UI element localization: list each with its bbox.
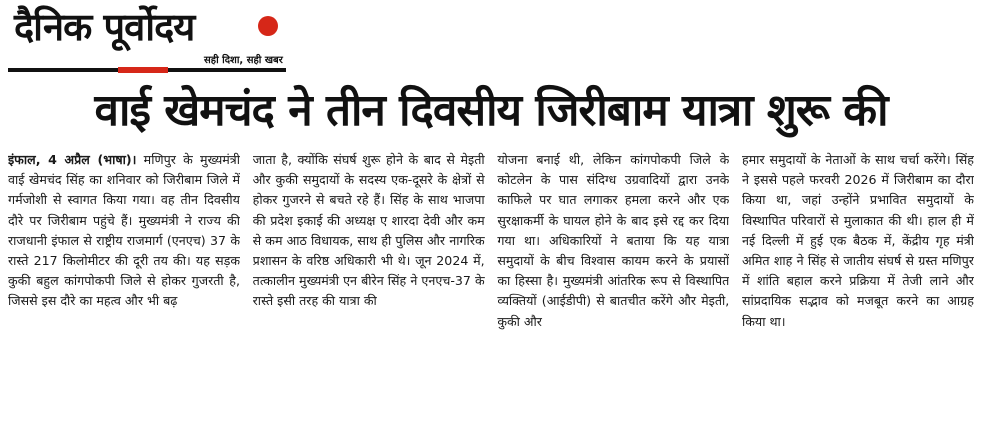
article-paragraph-1 (8, 150, 240, 312)
masthead (8, 4, 286, 68)
column-text-4: हमार समुदायों के नेताओं के साथ चर्चा करेंगे। सिंह ने इससे पहले फरवरी 2026 में जिरीबाम का दौरा किया था, जहां उन्होंने प्रभावित समुदायों के विस्थापित परिवारों से मुलाकात की थी। हाल ही में नई दिल्ली में हुई एक बैठक में, केंद्रीय गृह मंत्री अमित शाह ने सिंह से जातीय संघर्ष से ग्रस्त मणिपुर में शांति बहाल करने प्रक्रिया में तेजी लाने और सांप्रदायिक सद्भाव को मजबूत करने का आग्रह किया था। (741, 152, 974, 329)
newspaper-logo: दैनिक पूर्वोदय (14, 5, 195, 49)
article-headline: वाई खेमचंद ने तीन दिवसीय जिरीबाम यात्रा शुरू की (94, 85, 888, 136)
newspaper-tagline: सही दिशा, सही खबर (204, 55, 283, 66)
column-text-2: जाता है, क्योंकि संघर्ष शुरू होने के बाद से मेइती और कुकी समुदायों के सदस्य एक-दूसरे के क्षेत्रों से होकर गुजरने से बचते रहे हैं। सिंह के साथ भाजपा की प्रदेश इकाई की अध्यक्ष ए शारदा देवी और कम से कम आठ विधायक, साथ ही पुलिस और नागरिक प्रशासन के वरिष्ठ अधिकारी भी थे। जून 2024 में, तत्कालीन मुख्यमंत्री एन बीरेन सिंह ने एनएच-37 के रास्ते इसी तरह की यात्रा की (252, 152, 485, 309)
masthead-rule-accent (118, 67, 168, 73)
column-text-3: योजना बनाई थी, लेकिन कांगपोकपी जिले के कोटलेन के पास संदिग्ध उग्रवादियों द्वारा उनके काफिले पर घात लगाकर हमला करने और एक सुरक्षाकर्मी के घायल होने के बाद इसे रद्द कर दिया गया था। अधिकारियों ने बताया कि यह यात्रा समुदायों के बीच विश्वास कायम करने के प्रयासों का हिस्सा है। मुख्यमंत्री आंतरिक रूप से विस्थापित व्यक्तियों (आईडीपी) से बातचीत करेंगे और मेइती, कुकी और (497, 152, 730, 329)
article-dateline: इंफाल, 4 अप्रैल (भाषा)। (8, 152, 137, 167)
logo-sun-icon (258, 16, 278, 36)
article-body (8, 150, 974, 422)
article-column-3 (497, 150, 729, 422)
article-column-2 (253, 150, 485, 422)
column-text-1: मणिपुर के मुख्यमंत्री वाई खेमचंद सिंह का शनिवार को जिरीबाम जिले में गर्मजोशी से स्वागत किया गया। वह तीन दिवसीय दौरे पर जिरीबाम पहुंचे हैं। मुख्यमंत्री ने राज्य की राजधानी इंफाल से राष्ट्रीय राजमार्ग (एनएच) 37 के रास्ते 217 किलोमीटर की दूरी तय की। यह सड़क कुकी बहुल कांगपोकपी जिले से होकर गुजरती है, जिससे इस दौरे का महत्व और भी बढ़ (8, 152, 240, 309)
article-column-4 (742, 150, 974, 422)
article-column-1 (8, 150, 240, 422)
